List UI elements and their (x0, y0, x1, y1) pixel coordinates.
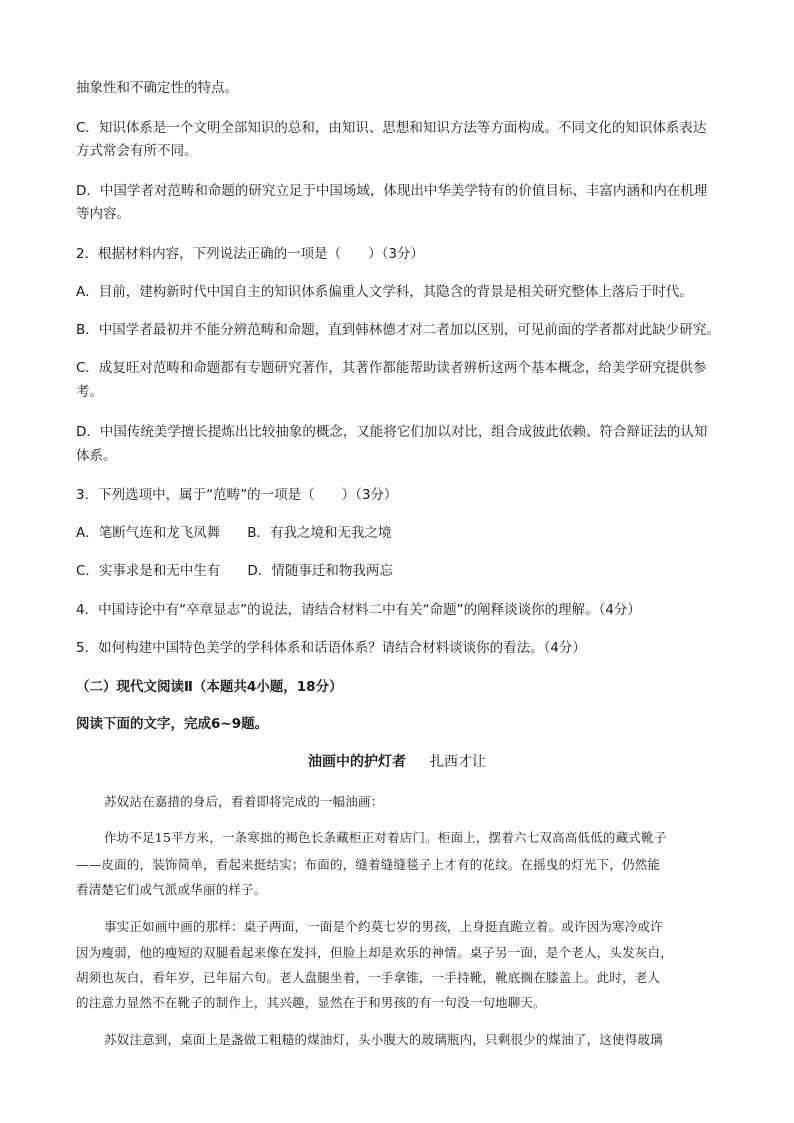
q3-options-cd: C．实事求是和无中生有 D．情随事迁和物我两忘 (76, 563, 393, 579)
reading-instruction: 阅读下面的文字，完成6~9题。 (76, 716, 269, 732)
q2-option-c-cont: 考。 (76, 384, 103, 400)
q1-option-d-cont: 等内容。 (76, 206, 130, 222)
question-2: 2．根据材料内容，下列说法正确的一项是（ ）（3分） (76, 246, 424, 262)
passage-paragraph-2-line: 看清楚它们或气派或华丽的样子。 (76, 882, 267, 897)
q2-option-d-cont: 体系。 (76, 448, 117, 464)
question-4: 4．中国诗论中有“卒章显志”的说法，请结合材料二中有关“命题”的阐释谈谈你的理解。（4分） (76, 602, 641, 618)
q2-option-d: D．中国传统美学擅长提炼出比较抽象的概念，又能将它们加以对比，组合成彼此依赖、符合辩证法的认知 (76, 424, 708, 440)
passage-paragraph-2: 作坊不足15平方米，一条寒拙的褐色长条藏柜正对着店门。柜面上，摆着六七双高高低低的藏式靴子 (104, 830, 667, 845)
q2-option-b: B．中国学者最初并不能分辨范畴和命题，直到韩林德才对二者加以区别，可见前面的学者都对此缺少研究。 (76, 322, 720, 338)
question-5: 5．如何构建中国特色美学的学科体系和话语体系？请结合材料谈谈你的看法。（4分） (76, 640, 586, 656)
passage-paragraph-2-line: ——皮面的，装饰简单，看起来挺结实；布面的，缝着缝缝毯子上才有的花纹。在摇曳的灯光下，仍然能 (76, 857, 661, 872)
question-3: 3．下列选项中，属于“范畴”的一项是（ ）（3分） (76, 487, 398, 503)
section-heading: （二）现代文阅读Ⅱ（本题共4小题，18分） (76, 679, 343, 695)
passage-title-text: 油画中的护灯者 (308, 754, 406, 770)
q3-options-ab: A．笔断气连和龙飞凤舞 B．有我之境和无我之境 (76, 525, 392, 541)
passage-title (0, 752, 794, 772)
option-b-continuation: 抽象性和不确定性的特点。 (76, 80, 238, 96)
passage-paragraph-3-line: 胡须也灰白，看年岁，已年届六旬。老人盘腿坐着，一手拿锥，一手持靴，靴底搁在膝盖上。此时，老人 (76, 970, 661, 985)
passage-paragraph-4: 苏奴注意到，桌面上是盏做工粗糙的煤油灯，头小腹大的玻璃瓶内，只剩很少的煤油了，这使得玻璃 (104, 1032, 663, 1047)
passage-paragraph-1: 苏奴站在嘉措的身后，看着即将完成的一幅油画： (104, 794, 384, 809)
passage-paragraph-3-line: 的注意力显然不在靴子的制作上，其兴趣，显然在于和男孩的有一句没一句地聊天。 (76, 995, 546, 1010)
q1-option-c: C．知识体系是一个文明全部知识的总和，由知识、思想和知识方法等方面构成。不同文化的知识体系表达 (76, 120, 707, 136)
q1-option-c-cont: 方式常会有所不同。 (76, 143, 198, 159)
q2-option-c: C．成复旺对范畴和命题都有专题研究著作，其著作都能帮助读者辨析这两个基本概念，给美学研究提供参 (76, 360, 707, 376)
passage-author: 扎西才让 (430, 754, 486, 770)
passage-paragraph-3-line: 因为瘦弱，他的瘦短的双腿看起来像在发抖，但脸上却是欢乐的神情。桌子另一面，是个老人，头发灰白， (76, 945, 673, 960)
q2-option-a: A．目前，建构新时代中国自主的知识体系偏重人文学科，其隐含的背景是相关研究整体上落后于时代。 (76, 284, 693, 300)
passage-paragraph-3: 事实正如画中画的那样：桌子两面，一面是个约莫七岁的男孩，上身挺直跪立着。或许因为寒冷或许 (104, 919, 663, 934)
q1-option-d: D．中国学者对范畴和命题的研究立足于中国场域，体现出中华美学特有的价值目标、丰富内涵和内在机理 (76, 183, 708, 199)
